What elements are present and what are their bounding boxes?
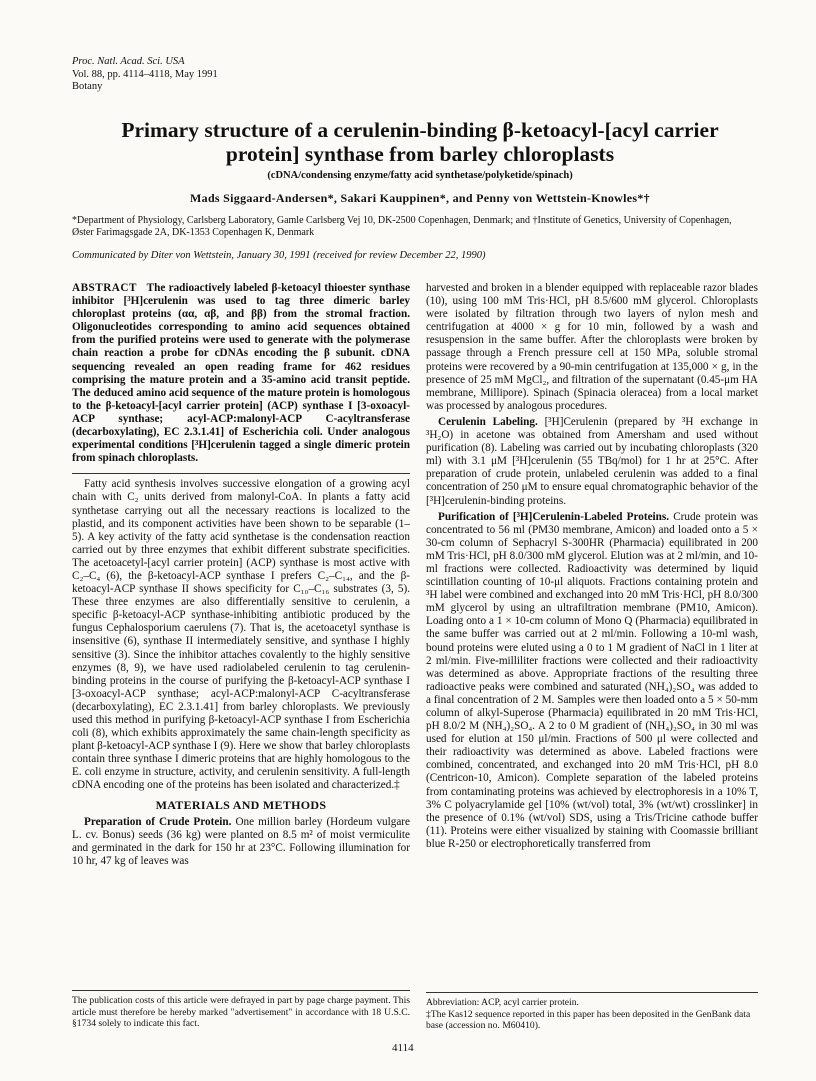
- section-heading: MATERIALS AND METHODS: [155, 797, 327, 812]
- abbreviation-footnote: [426, 992, 758, 1032]
- footnote-divider: [72, 990, 410, 991]
- crude-protein-text: One million barley (Hordeum vulgare L. cv. Bonus) seeds (36 kg) were planted on 8.5 m² of moist vermiculite and germinated in the dark for 150 hr at 23°C. Following illumination for 10 hr, 47 kg of leaves was: [72, 815, 410, 867]
- paper-title: Primary structure of a cerulenin-binding β-ketoacyl-[acyl carrier protein] synthase from barley chloroplasts: [121, 118, 719, 166]
- left-column: [72, 282, 410, 871]
- footnote-divider-right: [426, 992, 758, 993]
- genbank-footnote: ‡The Kas12 sequence reported in this paper has been deposited in the GenBank data base (accession no. M60410).: [426, 1008, 751, 1031]
- subheading-cerulenin-labeling: Cerulenin Labeling.: [438, 415, 538, 428]
- publication-cost-text: The publication costs of this article were defrayed in part by page charge payment. This article must therefore be hereby marked "advertisement" in accordance with 18 U.S.C. §1734 solely to indicate this fact.: [72, 995, 410, 1029]
- keywords: (cDNA/condensing enzyme/fatty acid synthetase/polyketide/spinach): [267, 170, 573, 181]
- subheading-purification: Purification of [³H]Cerulenin-Labeled Proteins.: [438, 510, 670, 523]
- journal-header: [72, 56, 218, 94]
- cerulenin-labeling-text: [³H]Cerulenin (prepared by ³H exchange in ³H₂O) in acetone was obtained from Amersham and used without purification (8). Labeling was carried out by incubating chloroplasts (320 ml) with 3.1 μM [³H]cerulenin (55 TBq/mol) for 1 hr at 25°C. After preparation of crude protein, unlabeled cerulenin was added to a final concentration of 250 μM to ensure equal chromatographic behavior of the [³H]cerulenin-binding proteins.: [426, 415, 759, 507]
- abstract-label: ABSTRACT: [72, 282, 137, 294]
- purification-text: Crude protein was concentrated to 56 ml (PM30 membrane, Amicon) and loaded onto a 5 × 30-cm column of Sephacryl S-300HR (Pharmacia) equilibrated in 200 mM Tris·HCl, pH 8.0/300 mM glycerol. Elution was at 2 ml/min, and 10-ml fractions were collected. Radioactivity was determined by liquid scintillation counting of 10-μl aliquots. Fractions containing protein and ³H label were combined and exchanged into 20 mM Tris·HCl, pH 8.0/300 mM glycerol by using an ultrafiltration membrane (PM10, Amicon). Loading onto a 1 × 10-cm column of Mono Q (Pharmacia) equilibrated in the same buffer was carried out at 2 ml/min. Following a 10-ml wash, bound proteins were eluted using a 0 to 1 M gradient of NaCl in 1 liter at 2 ml/min. Five-milliliter fractions were collected and their radioactivity was determined as above. Appropriate fractions of the resulting three radioactive peaks were combined and saturated (NH₄)₂SO₄ was added to a final concentration of 2 M. Samples were then loaded onto a 5 × 50-mm column of alkyl-Superose (Pharmacia) equilibrated in 20 mM Tris·HCl, pH 8.0/2 M (NH₄)₂SO₄. A 2 to 0 M gradient of (NH₄)₂SO₄ in 30 ml was used for elution at 150 μl/min. Fractions of 500 μl were collected and their radioactivity was determined as above. Labeled fractions were combined, concentrated, and exchanged into 20 mM Tris·HCl, pH 8.0 (Centricon-10, Amicon). Complete separation of the labeled proteins from contaminating proteins was achieved by electrophoresis in a 10% T, 3% C polyacrylamide gel [10% (wt/vol) total, 3% (wt/wt) crosslinker] in the presence of 0.1% (wt/vol) SDS, using a Tris/Tricine cathode buffer (11). Proteins were either visualized by staining with Coomassie brilliant blue R-250 or electrophoretically transferred from: [426, 510, 759, 850]
- abstract-text: The radioactively labeled β-ketoacyl thioester synthase inhibitor [³H]cerulenin was used to tag three dimeric barley chloroplast proteins (αα, αβ, and ββ) from the stromal fraction. Oligonucleotides corresponding to amino acid sequences obtained from the purified proteins were used to generate with the polymerase chain reaction a probe for cDNAs encoding the β subunit. cDNA sequencing revealed an open reading frame for 462 residues comprising the mature protein and a 35-amino acid transit peptide. The deduced amino acid sequence of the mature protein is homologous to the β-ketoacyl-[acyl carrier protein] (ACP) synthase I [3-oxoacyl-ACP synthase; acyl-ACP:malonyl-ACP C-acyltransferase (decarboxylating), EC 2.3.1.41] of Escherichia coli. Under analogous experimental conditions [³H]cerulenin tagged a single dimeric protein from spinach chloroplasts.: [72, 282, 410, 465]
- communicated-by: Communicated by Diter von Wettstein, January 30, 1991 (received for review December 22, 1990): [72, 250, 486, 261]
- subheading-crude-protein: Preparation of Crude Protein.: [84, 815, 232, 828]
- journal-name: Proc. Natl. Acad. Sci. USA: [72, 56, 185, 67]
- intro-paragraph: Fatty acid synthesis involves successive elongation of a growing acyl chain with C₂ units derived from malonyl-CoA. In plants a fatty acid synthetase carrying out all the necessary reactions is localized to the plastid, and its component activities have been shown to be separable (1–5). A key activity of the fatty acid synthetase is the condensation reaction carried out by three enzymes that exhibit different substrate specificities. The acetoacetyl-[acyl carrier protein] (ACP) synthase is most active with C₂–C₄ (6), the β-ketoacyl-ACP synthase I prefers C₂–C₁₄, and the β-ketoacyl-ACP synthase II shows specificity for C₁₀–C₁₆ substrates (3, 5). These three enzymes are also differentially sensitive to cerulenin, a specific β-ketoacyl-ACP synthase-inhibiting antibiotic produced by the fungus Cephalosporium caerulens (7). That is, the acetoacetyl synthase is insensitive (6), synthase II intermediately sensitive, and synthase I highly sensitive (3). Since the inhibitor attaches covalently to the highly sensitive enzymes (8, 9), we have used radiolabeled cerulenin to tag cerulenin-binding proteins in the course of purifying the β-ketoacyl-ACP synthase I [3-oxoacyl-ACP synthase; acyl-ACP:malonyl-ACP C-acyltransferase (decarboxylating), EC 2.3.1.41] from barley chloroplasts. We previously used this method in purifying β-ketoacyl-ACP synthase I from Escherichia coli (8), which exhibits approximately the same chain-length specificity as plant β-ketoacyl-ACP synthase I (9). Here we show that barley chloroplasts contain three synthase I dimeric proteins that are highly homologous to the E. coli enzyme in structure, activity, and cerulenin sensitivity. A full-length cDNA encoding one of the proteins has been isolated and characterized.‡: [72, 478, 411, 792]
- crude-protein-continued: harvested and broken in a blender equipped with replaceable razor blades (10), using 100 mM Tris·HCl, pH 8.5/600 mM glycerol. Chloroplasts were isolated by filtration through two layers of nylon mesh and centrifugation at 4000 × g for 10 min, followed by a wash and resuspension in the same buffer. After the chloroplasts were broken by passage through a French pressure cell at 150 MPa, soluble stromal proteins were recovered by a 90-min centrifugation at 135,000 × g, in the presence of 25 mM MgCl₂, and filtration of the supernatant (0.45-μm HA membrane, Millipore). Spinach (Spinacia oleracea) from a local market was processed by analogous procedures.: [426, 282, 758, 412]
- affiliation: *Department of Physiology, Carlsberg Laboratory, Gamle Carlsberg Vej 10, DK-2500 Copenhagen, Denmark; and †Institute of Genetics, University of Copenhagen, Øster Farimagsgade 2A, DK-1353 Copenhagen K, Denmark: [72, 215, 732, 238]
- abstract-divider: [72, 473, 410, 474]
- right-column: [426, 282, 758, 854]
- authors: Mads Siggaard-Andersen*, Sakari Kauppinen*, and Penny von Wettstein-Knowles*†: [190, 191, 650, 205]
- abstract: [72, 282, 410, 465]
- journal-section: Botany: [72, 81, 103, 92]
- publication-cost-footnote: [72, 990, 410, 1030]
- page-number: 4114: [392, 1042, 414, 1054]
- abbreviation-text: Abbreviation: ACP, acyl carrier protein.: [426, 997, 579, 1008]
- journal-volume: Vol. 88, pp. 4114–4118, May 1991: [72, 68, 218, 80]
